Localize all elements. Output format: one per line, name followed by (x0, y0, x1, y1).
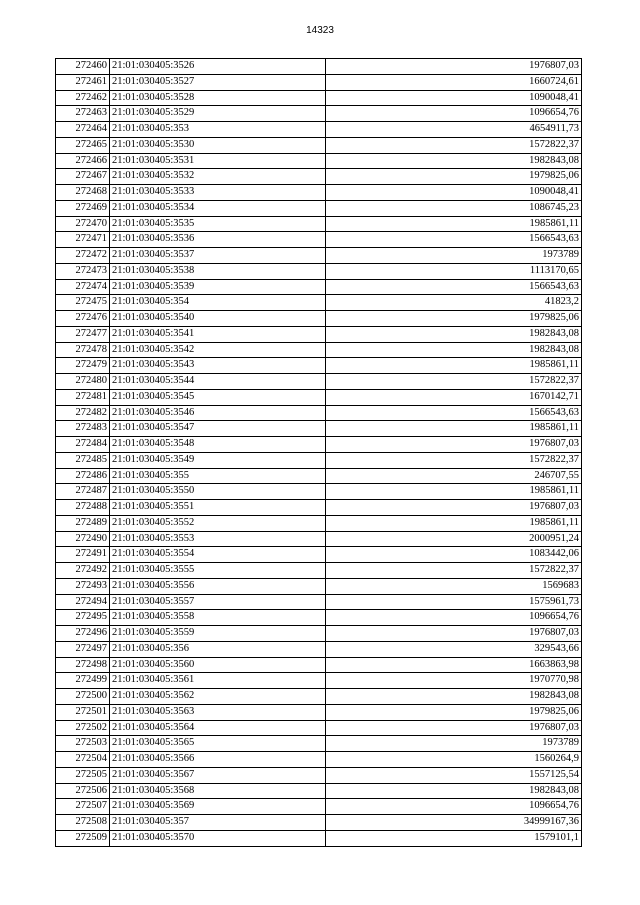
row-number-cell: 272501 (56, 704, 110, 720)
table-row (56, 720, 582, 736)
table-row (56, 531, 582, 547)
row-number-cell: 272500 (56, 689, 110, 705)
table-row (56, 106, 582, 122)
cadastral-value-cell: 1982843,08 (326, 153, 582, 169)
cadastral-number-cell: 21:01:030405:3541 (110, 326, 326, 342)
row-number-cell: 272463 (56, 106, 110, 122)
cadastral-number-cell: 21:01:030405:3529 (110, 106, 326, 122)
row-number-cell: 272485 (56, 452, 110, 468)
cadastral-value-cell: 1086745,23 (326, 200, 582, 216)
cadastral-value-cell: 1985861,11 (326, 484, 582, 500)
table-row (56, 594, 582, 610)
cadastral-value-cell: 246707,55 (326, 468, 582, 484)
table-row (56, 90, 582, 106)
table-row (56, 830, 582, 846)
row-number-cell: 272472 (56, 248, 110, 264)
table-row (56, 59, 582, 75)
row-number-cell: 272460 (56, 59, 110, 75)
cadastral-number-cell: 21:01:030405:3527 (110, 74, 326, 90)
cadastral-value-cell: 1096654,76 (326, 799, 582, 815)
row-number-cell: 272489 (56, 515, 110, 531)
row-number-cell: 272490 (56, 531, 110, 547)
cadastral-number-cell: 21:01:030405:3557 (110, 594, 326, 610)
row-number-cell: 272508 (56, 815, 110, 831)
cadastral-value-cell: 1982843,08 (326, 342, 582, 358)
table-row (56, 169, 582, 185)
table-row (56, 326, 582, 342)
table-row (56, 137, 582, 153)
row-number-cell: 272502 (56, 720, 110, 736)
row-number-cell: 272493 (56, 578, 110, 594)
cadastral-value-cell: 1557125,54 (326, 767, 582, 783)
cadastral-number-cell: 21:01:030405:3550 (110, 484, 326, 500)
table-row (56, 547, 582, 563)
cadastral-value-cell: 1572822,37 (326, 374, 582, 390)
row-number-cell: 272484 (56, 437, 110, 453)
cadastral-value-cell: 1083442,06 (326, 547, 582, 563)
table-row (56, 815, 582, 831)
cadastral-value-cell: 1566543,63 (326, 279, 582, 295)
row-number-cell: 272466 (56, 153, 110, 169)
cadastral-value-cell: 1982843,08 (326, 689, 582, 705)
table-row (56, 799, 582, 815)
row-number-cell: 272504 (56, 752, 110, 768)
cadastral-number-cell: 21:01:030405:3555 (110, 563, 326, 579)
cadastral-number-cell: 21:01:030405:3542 (110, 342, 326, 358)
table-row (56, 342, 582, 358)
cadastral-value-cell: 1970770,98 (326, 673, 582, 689)
row-number-cell: 272461 (56, 74, 110, 90)
cadastral-value-cell: 2000951,24 (326, 531, 582, 547)
cadastral-value-cell: 1982843,08 (326, 783, 582, 799)
cadastral-number-cell: 21:01:030405:3535 (110, 216, 326, 232)
table-row (56, 610, 582, 626)
cadastral-number-cell: 21:01:030405:3563 (110, 704, 326, 720)
table-row (56, 153, 582, 169)
table-row (56, 263, 582, 279)
table-row (56, 563, 582, 579)
cadastral-number-cell: 21:01:030405:3551 (110, 500, 326, 516)
cadastral-number-cell: 21:01:030405:3568 (110, 783, 326, 799)
cadastral-value-cell: 1985861,11 (326, 515, 582, 531)
cadastral-number-cell: 21:01:030405:3565 (110, 736, 326, 752)
row-number-cell: 272498 (56, 657, 110, 673)
cadastral-number-cell: 21:01:030405:3540 (110, 311, 326, 327)
cadastral-value-cell: 1976807,03 (326, 59, 582, 75)
row-number-cell: 272494 (56, 594, 110, 610)
cadastral-value-cell: 1985861,11 (326, 358, 582, 374)
table-row (56, 122, 582, 138)
table-row (56, 468, 582, 484)
table-row (56, 74, 582, 90)
row-number-cell: 272509 (56, 830, 110, 846)
row-number-cell: 272505 (56, 767, 110, 783)
row-number-cell: 272497 (56, 641, 110, 657)
table-row (56, 200, 582, 216)
cadastral-number-cell: 21:01:030405:3553 (110, 531, 326, 547)
cadastral-number-cell: 21:01:030405:3546 (110, 405, 326, 421)
cadastral-number-cell: 21:01:030405:3554 (110, 547, 326, 563)
table-row (56, 704, 582, 720)
cadastral-number-cell: 21:01:030405:3531 (110, 153, 326, 169)
table-row (56, 657, 582, 673)
table-row (56, 437, 582, 453)
row-number-cell: 272464 (56, 122, 110, 138)
row-number-cell: 272506 (56, 783, 110, 799)
row-number-cell: 272483 (56, 421, 110, 437)
cadastral-number-cell: 21:01:030405:3533 (110, 185, 326, 201)
cadastral-number-cell: 21:01:030405:3560 (110, 657, 326, 673)
cadastral-number-cell: 21:01:030405:3528 (110, 90, 326, 106)
row-number-cell: 272474 (56, 279, 110, 295)
cadastral-value-cell: 1979825,06 (326, 704, 582, 720)
table-row (56, 374, 582, 390)
row-number-cell: 272488 (56, 500, 110, 516)
cadastral-value-cell: 1113170,65 (326, 263, 582, 279)
cadastral-value-cell: 1560264,9 (326, 752, 582, 768)
row-number-cell: 272482 (56, 405, 110, 421)
cadastral-value-cell: 1096654,76 (326, 106, 582, 122)
table-row (56, 736, 582, 752)
cadastral-number-cell: 21:01:030405:3532 (110, 169, 326, 185)
row-number-cell: 272462 (56, 90, 110, 106)
page-number: 14323 (306, 25, 334, 36)
cadastral-value-cell: 1579101,1 (326, 830, 582, 846)
row-number-cell: 272480 (56, 374, 110, 390)
row-number-cell: 272487 (56, 484, 110, 500)
cadastral-value-table (55, 58, 582, 847)
table-row (56, 452, 582, 468)
cadastral-number-cell: 21:01:030405:357 (110, 815, 326, 831)
row-number-cell: 272507 (56, 799, 110, 815)
cadastral-number-cell: 21:01:030405:3552 (110, 515, 326, 531)
row-number-cell: 272486 (56, 468, 110, 484)
cadastral-value-cell: 1575961,73 (326, 594, 582, 610)
cadastral-value-cell: 1670142,71 (326, 389, 582, 405)
cadastral-number-cell: 21:01:030405:354 (110, 295, 326, 311)
cadastral-number-cell: 21:01:030405:3536 (110, 232, 326, 248)
table-row (56, 185, 582, 201)
cadastral-value-cell: 329543,66 (326, 641, 582, 657)
cadastral-value-cell: 1572822,37 (326, 452, 582, 468)
cadastral-value-cell: 1976807,03 (326, 720, 582, 736)
row-number-cell: 272503 (56, 736, 110, 752)
row-number-cell: 272481 (56, 389, 110, 405)
cadastral-value-cell: 1973789 (326, 248, 582, 264)
cadastral-number-cell: 21:01:030405:3544 (110, 374, 326, 390)
cadastral-value-cell: 1660724,61 (326, 74, 582, 90)
table-row (56, 279, 582, 295)
cadastral-value-cell: 1663863,98 (326, 657, 582, 673)
cadastral-value-cell: 1566543,63 (326, 232, 582, 248)
cadastral-number-cell: 21:01:030405:3537 (110, 248, 326, 264)
row-number-cell: 272473 (56, 263, 110, 279)
cadastral-number-cell: 21:01:030405:3558 (110, 610, 326, 626)
row-number-cell: 272467 (56, 169, 110, 185)
table-row (56, 689, 582, 705)
table-row (56, 248, 582, 264)
row-number-cell: 272478 (56, 342, 110, 358)
table-row (56, 578, 582, 594)
cadastral-number-cell: 21:01:030405:3539 (110, 279, 326, 295)
cadastral-number-cell: 21:01:030405:3569 (110, 799, 326, 815)
cadastral-value-cell: 1566543,63 (326, 405, 582, 421)
cadastral-number-cell: 21:01:030405:3570 (110, 830, 326, 846)
cadastral-value-cell: 1090048,41 (326, 185, 582, 201)
cadastral-value-cell: 1572822,37 (326, 563, 582, 579)
cadastral-value-cell: 1976807,03 (326, 500, 582, 516)
row-number-cell: 272477 (56, 326, 110, 342)
cadastral-value-cell: 1985861,11 (326, 216, 582, 232)
row-number-cell: 272465 (56, 137, 110, 153)
cadastral-value-cell: 41823,2 (326, 295, 582, 311)
table-row (56, 295, 582, 311)
row-number-cell: 272496 (56, 626, 110, 642)
cadastral-value-cell: 1096654,76 (326, 610, 582, 626)
table-row (56, 216, 582, 232)
row-number-cell: 272476 (56, 311, 110, 327)
cadastral-value-cell: 1976807,03 (326, 626, 582, 642)
row-number-cell: 272491 (56, 547, 110, 563)
cadastral-number-cell: 21:01:030405:3556 (110, 578, 326, 594)
cadastral-number-cell: 21:01:030405:3562 (110, 689, 326, 705)
cadastral-number-cell: 21:01:030405:3545 (110, 389, 326, 405)
table-row (56, 311, 582, 327)
table-row (56, 232, 582, 248)
row-number-cell: 272492 (56, 563, 110, 579)
cadastral-number-cell: 21:01:030405:353 (110, 122, 326, 138)
table-row (56, 515, 582, 531)
table-row (56, 783, 582, 799)
table-row (56, 484, 582, 500)
table-row (56, 626, 582, 642)
cadastral-value-cell: 1982843,08 (326, 326, 582, 342)
table-row (56, 641, 582, 657)
row-number-cell: 272470 (56, 216, 110, 232)
cadastral-number-cell: 21:01:030405:3526 (110, 59, 326, 75)
table-row (56, 767, 582, 783)
cadastral-value-cell: 1979825,06 (326, 311, 582, 327)
cadastral-number-cell: 21:01:030405:3538 (110, 263, 326, 279)
cadastral-value-cell: 1976807,03 (326, 437, 582, 453)
cadastral-value-cell: 1973789 (326, 736, 582, 752)
cadastral-number-cell: 21:01:030405:3534 (110, 200, 326, 216)
table-row (56, 389, 582, 405)
table-row (56, 752, 582, 768)
row-number-cell: 272479 (56, 358, 110, 374)
row-number-cell: 272499 (56, 673, 110, 689)
row-number-cell: 272469 (56, 200, 110, 216)
cadastral-number-cell: 21:01:030405:3561 (110, 673, 326, 689)
cadastral-number-cell: 21:01:030405:355 (110, 468, 326, 484)
cadastral-number-cell: 21:01:030405:3567 (110, 767, 326, 783)
cadastral-number-cell: 21:01:030405:356 (110, 641, 326, 657)
cadastral-value-cell: 1569683 (326, 578, 582, 594)
cadastral-value-cell: 4654911,73 (326, 122, 582, 138)
table-row (56, 673, 582, 689)
cadastral-number-cell: 21:01:030405:3549 (110, 452, 326, 468)
cadastral-number-cell: 21:01:030405:3566 (110, 752, 326, 768)
table-row (56, 500, 582, 516)
cadastral-value-cell: 1090048,41 (326, 90, 582, 106)
row-number-cell: 272475 (56, 295, 110, 311)
row-number-cell: 272468 (56, 185, 110, 201)
row-number-cell: 272471 (56, 232, 110, 248)
cadastral-value-cell: 1979825,06 (326, 169, 582, 185)
cadastral-number-cell: 21:01:030405:3548 (110, 437, 326, 453)
cadastral-value-cell: 34999167,36 (326, 815, 582, 831)
cadastral-number-cell: 21:01:030405:3530 (110, 137, 326, 153)
cadastral-number-cell: 21:01:030405:3543 (110, 358, 326, 374)
cadastral-number-cell: 21:01:030405:3559 (110, 626, 326, 642)
table-row (56, 405, 582, 421)
table-row (56, 421, 582, 437)
cadastral-value-cell: 1572822,37 (326, 137, 582, 153)
table-row (56, 358, 582, 374)
row-number-cell: 272495 (56, 610, 110, 626)
cadastral-number-cell: 21:01:030405:3547 (110, 421, 326, 437)
cadastral-value-cell: 1985861,11 (326, 421, 582, 437)
cadastral-number-cell: 21:01:030405:3564 (110, 720, 326, 736)
table-body (56, 59, 582, 847)
